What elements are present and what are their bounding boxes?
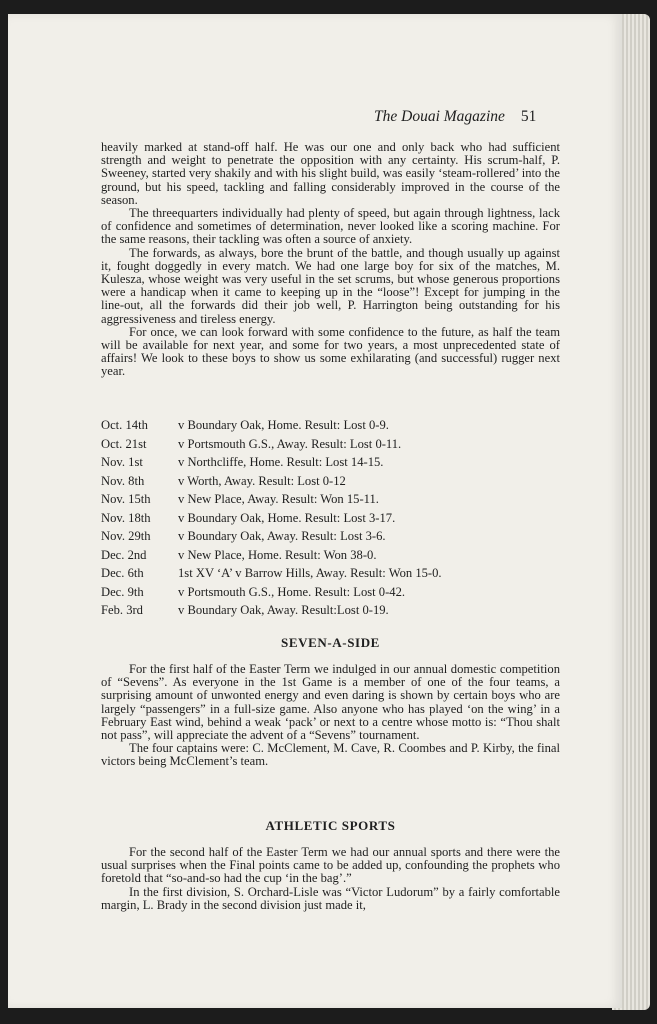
fixture-row [101,418,561,437]
fixtures-list [101,418,561,622]
fixture-row [101,511,561,530]
fixture-date: Oct. 14th [101,418,148,432]
paragraph: The threequarters individually had plenty of speed, but again through lightness, lack of confidence and sometimes of determination, never looked like a scoring machine. For the same reasons, their tackling was often a source of anxiety. [101,206,560,247]
running-head [374,108,536,126]
fixture-date: Dec. 2nd [101,547,147,562]
fixture-result: v Boundary Oak, Away. Result:Lost 0-19. [178,603,389,617]
fixture-row [101,529,561,548]
magazine-title: The Douai Magazine [374,108,505,125]
athletic-sports-text [101,846,560,912]
fixture-row [101,585,561,604]
fixture-result: v Northcliffe, Home. Result: Lost 14-15. [178,455,384,469]
fixture-result: v Worth, Away. Result: Lost 0-12 [178,473,346,488]
fixture-row [101,492,561,511]
fixture-row [101,437,561,456]
rugby-report-text [101,141,560,379]
section-heading-seven-a-side: SEVEN-A-SIDE [281,635,380,650]
fixture-result: v New Place, Home. Result: Won 38-0. [178,547,377,562]
paragraph: The forwards, as always, bore the brunt of the battle, and though usually up against it, fought doggedly in every match. We had one large boy for six of the matches, M. Kulesza, whose weight was very useful in the set scrums, but whose generous proportions were a handicap when it came to keeping up in the “loose”! Except for jumping in the line-out, all the forwards did their job well, P. Harrington being outstanding for his aggressiveness and tireless energy. [101,245,560,326]
fixture-row [101,455,561,474]
fixture-date: Oct. 21st [101,436,147,451]
fixture-date: Nov. 1st [101,455,143,469]
page-number: 51 [520,108,537,125]
fixture-date: Dec. 9th [101,584,144,599]
fixture-result: 1st XV ‘A’ v Barrow Hills, Away. Result: Won 15-0. [178,566,442,580]
fixture-date: Nov. 15th [101,492,151,506]
fixture-date: Nov. 18th [101,510,151,525]
fixture-result: v Portsmouth G.S., Home. Result: Lost 0-42. [178,584,406,599]
paragraph: heavily marked at stand-off half. He was our one and only back who had sufficient strength and weight to penetrate the opposition with any certainty. His scrum-half, P. Sweeney, started very shakily and with his slight build, was easily ‘steam-rollered’ into the ground, but his speed, tackling and falling considerably improved in the course of the season. [101,140,560,207]
paragraph: In the first division, S. Orchard-Lisle was “Victor Ludorum” by a fairly comfortable margin, L. Brady in the second division just made it, [101,884,560,912]
fixture-result: v Boundary Oak, Away. Result: Lost 3-6. [178,529,386,543]
fixture-row [101,566,561,585]
paragraph: For the first half of the Easter Term we indulged in our annual domestic competition of “Sevens”. As everyone in the 1st Game is a member of one of the four teams, a surprising amount of unwonted energy and even daring is shown by certain boys who are largely “passengers” in a full-size game. Also anyone who has played ‘on the wing’ in a February East wind, behind a weak ‘pack’ or next to a centre whose motto is: “Thou shalt not pass”, will appreciate the advent of a “Sevens” tournament. [101,662,560,743]
paragraph: The four captains were: C. McClement, M. Cave, R. Coombes and P. Kirby, the final victors being McClement’s team. [101,741,560,769]
section-heading-athletic-sports: ATHLETIC SPORTS [265,818,396,833]
fixture-result: v Boundary Oak, Home. Result: Lost 0-9. [178,418,389,432]
fixture-row [101,603,561,622]
fixture-result: v Portsmouth G.S., Away. Result: Lost 0-11. [178,436,402,451]
fixture-row [101,548,561,567]
paragraph: For the second half of the Easter Term we had our annual sports and there were the usual surprises when the Final points came to be added up, confounding the prophets who foretold that “so-and-so had the cup ‘in the bag’.” [101,845,560,886]
paragraph: For once, we can look forward with some confidence to the future, as half the team will be available for next year, and some for two years, a most unprecedented state of affairs! We look to these boys to show us some exhilarating (and successful) rugger next year. [101,324,560,379]
fixture-result: v Boundary Oak, Home. Result: Lost 3-17. [178,510,396,525]
fixture-result: v New Place, Away. Result: Won 15-11. [178,492,379,506]
fixture-date: Nov. 29th [101,529,151,543]
fixture-date: Nov. 8th [101,473,145,488]
fixture-date: Dec. 6th [101,566,144,580]
fixture-row [101,474,561,493]
fixture-date: Feb. 3rd [101,603,143,617]
seven-a-side-text [101,663,560,769]
